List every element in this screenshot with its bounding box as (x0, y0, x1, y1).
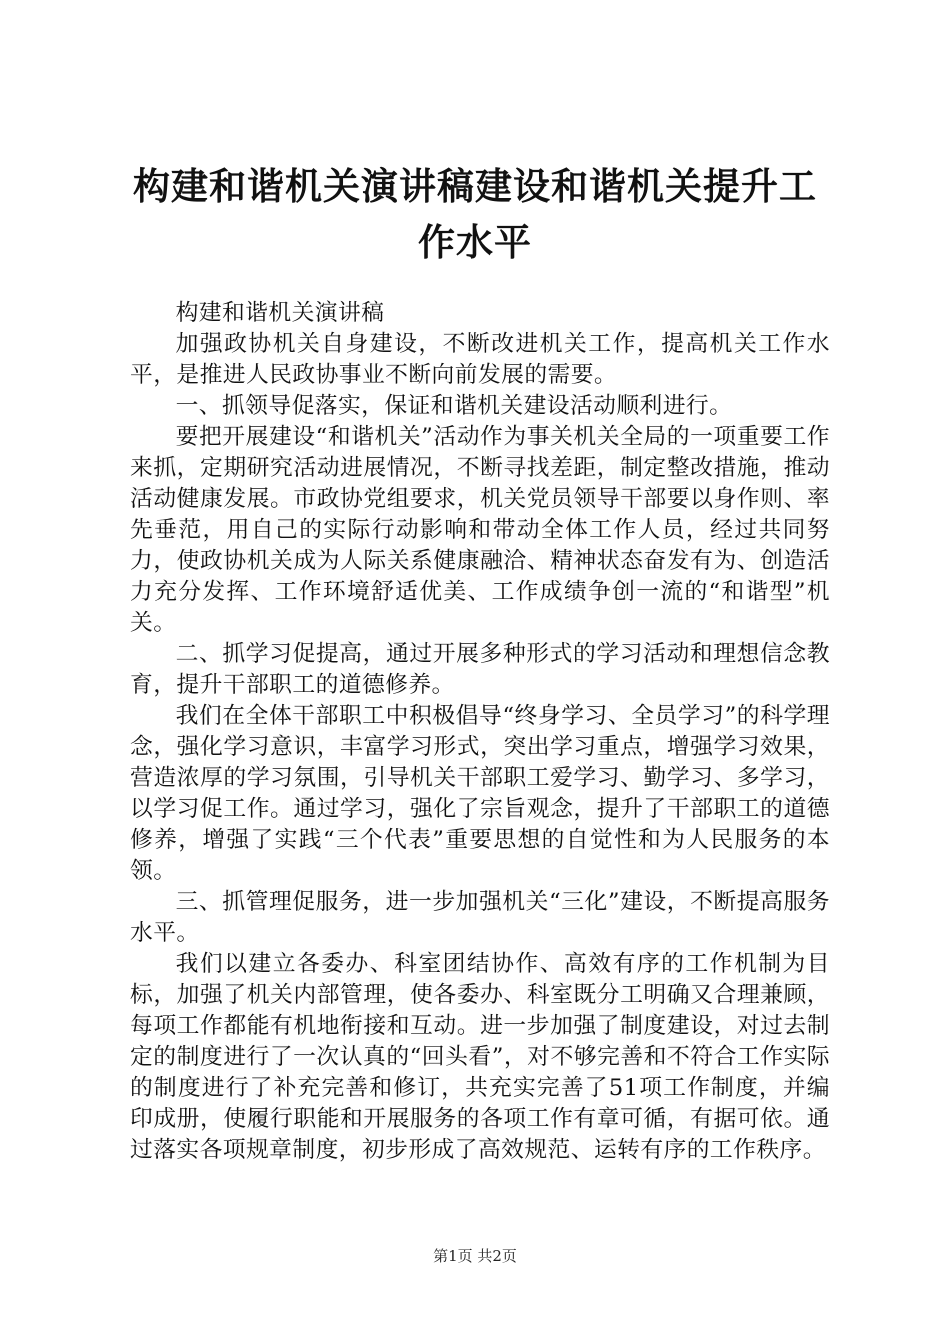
section-heading-3: 三、抓管理促服务，进一步加强机关“三化”建设，不断提高服务水平。 (130, 889, 830, 946)
section-heading-1: 一、抓领导促落实，保证和谐机关建设活动顺利进行。 (175, 393, 733, 419)
paragraph-intro: 加强政协机关自身建设，不断改进机关工作，提高机关工作水平，是推进人民政协事业不断向前发展的需要。 (130, 331, 830, 388)
page-number-footer: 第1页 共2页 (433, 1247, 517, 1265)
document-body (130, 298, 830, 1166)
paragraph-section-2: 我们在全体干部职工中积极倡导“终身学习、全员学习”的科学理念，强化学习意识，丰富学习形式，突出学习重点，增强学习效果，营造浓厚的学习氛围，引导机关干部职工爱学习、勤学习、多学习，以学习促工作。通过学习，强化了宗旨观念，提升了干部职工的道德修养，增强了实践“三个代表”重要思想的自觉性和为人民服务的本领。 (130, 703, 830, 884)
paragraph-subtitle: 构建和谐机关演讲稿 (175, 300, 385, 326)
document-title: 构建和谐机关演讲稿建设和谐机关提升工作水平 (133, 164, 817, 264)
paragraph-section-3: 我们以建立各委办、科室团结协作、高效有序的工作机制为目标，加强了机关内部管理，使各委办、科室既分工明确又合理兼顾，每项工作都能有机地衔接和互动。进一步加强了制度建设，对过去制定的制度进行了一次认真的“回头看”，对不够完善和不符合工作实际的制度进行了补充完善和修订，共充实完善了51项工作制度，并编印成册，使履行职能和开展服务的各项工作有章可循，有据可依。通过落实各项规章制度，初步形成了高效规范、运转有序的工作秩序。 (130, 951, 830, 1163)
section-heading-2: 二、抓学习促提高，通过开展多种形式的学习活动和理想信念教育，提升干部职工的道德修养。 (130, 641, 830, 698)
paragraph-section-1: 要把开展建设“和谐机关”活动作为事关机关全局的一项重要工作来抓，定期研究活动进展情况，不断寻找差距，制定整改措施，推动活动健康发展。市政协党组要求，机关党员领导干部要以身作则、率先垂范，用自己的实际行动影响和带动全体工作人员，经过共同努力，使政协机关成为人际关系健康融洽、精神状态奋发有为、创造活力充分发挥、工作环境舒适优美、工作成绩争创一流的“和谐型”机关。 (130, 424, 830, 636)
